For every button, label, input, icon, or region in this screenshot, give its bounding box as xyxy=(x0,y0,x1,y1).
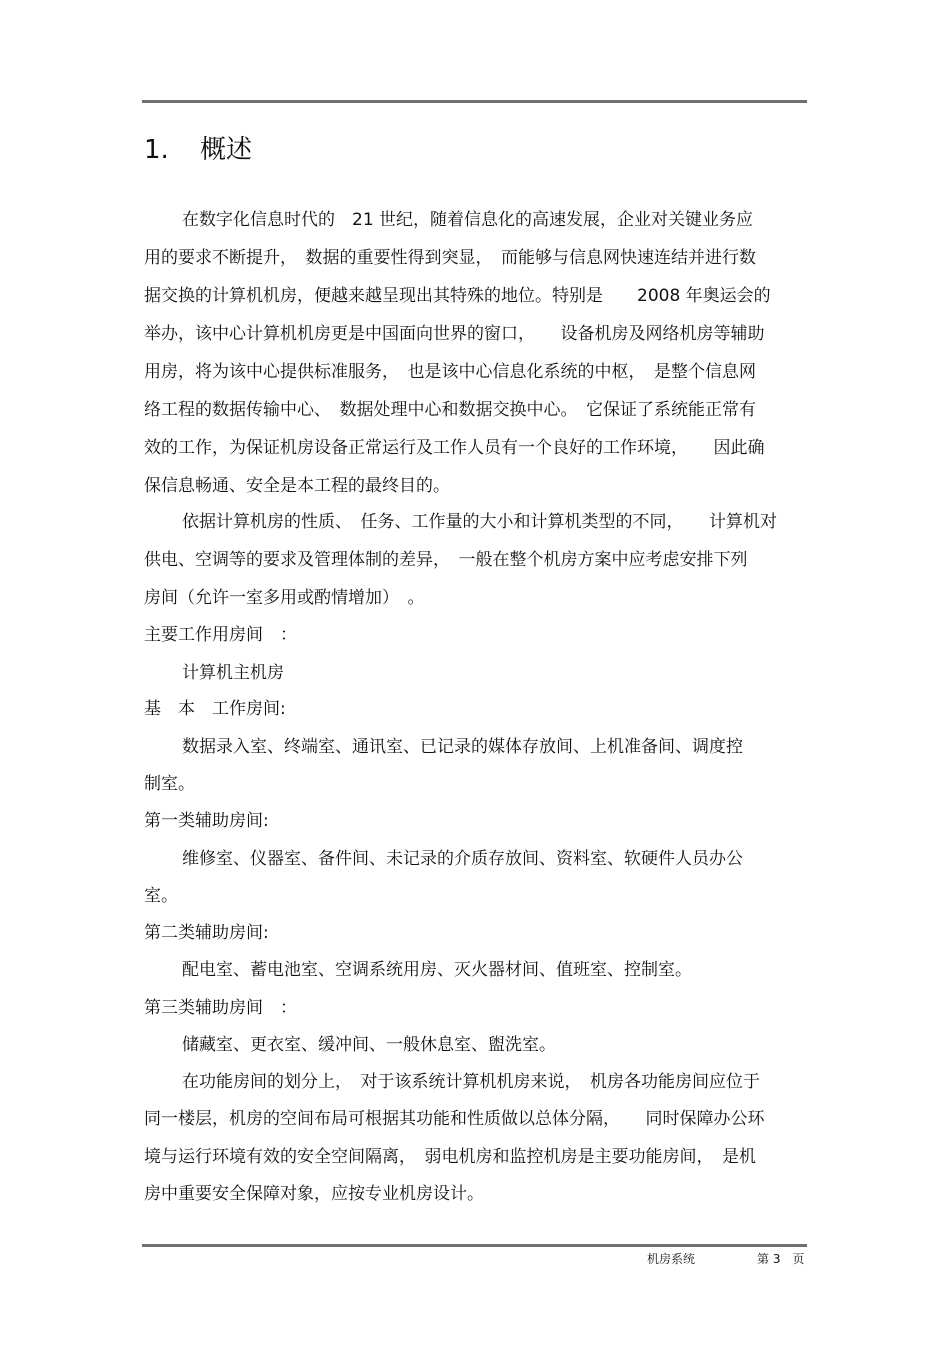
footer-section-name: 机房系统 xyxy=(647,1252,696,1266)
body-line: 供电、空调等的要求及管理体制的差异， 一般在整个机房方案中应考虑安排下列 xyxy=(144,550,748,570)
body-line: 配电室、蓄电池室、空调系统用房、灭火器材间、值班室、控制室。 xyxy=(182,960,692,980)
body-line: 房间（允许一室多用或酌情增加） 。 xyxy=(144,588,425,608)
subheading-line: 第二类辅助房间: xyxy=(144,923,269,943)
subheading-line: 主要工作用房间 ： xyxy=(144,625,297,645)
body-line: 数据录入室、终端室、通讯室、已记录的媒体存放间、上机准备间、调度控 xyxy=(182,737,743,757)
subheading-line: 第一类辅助房间: xyxy=(144,811,269,831)
body-line: 保信息畅通、安全是本工程的最终目的。 xyxy=(144,476,450,496)
body-line: 依据计算机房的性质、 任务、工作量的大小和计算机类型的不同， 计算机对 xyxy=(182,512,777,532)
body-line: 制室。 xyxy=(144,774,195,794)
body-line: 举办，该中心计算机机房更是中国面向世界的窗口， 设备机房及网络机房等辅助 xyxy=(144,324,765,344)
body-line: 房中重要安全保障对象，应按专业机房设计。 xyxy=(144,1184,484,1204)
body-line: 室。 xyxy=(144,886,178,906)
header-rule xyxy=(142,100,807,103)
body-line: 在数字化信息时代的 21 世纪，随着信息化的高速发展，企业对关键业务应 xyxy=(182,210,754,230)
section-heading xyxy=(144,132,252,168)
body-line: 储藏室、更衣室、缓冲间、一般休息室、盥洗室。 xyxy=(182,1035,556,1055)
body-line: 络工程的数据传输中心、 数据处理中心和数据交换中心。 它保证了系统能正常有 xyxy=(144,400,756,420)
section-title: 概述 xyxy=(200,135,253,165)
section-number: 1. xyxy=(144,135,169,165)
page-number: 第 3 页 xyxy=(757,1252,805,1266)
body-line: 据交换的计算机机房，便越来越呈现出其特殊的地位。特别是 2008 年奥运会的 xyxy=(144,286,771,306)
body-line: 在功能房间的划分上， 对于该系统计算机机房来说， 机房各功能房间应位于 xyxy=(182,1072,760,1092)
body-line: 用的要求不断提升， 数据的重要性得到突显， 而能够与信息网快速连结并进行数 xyxy=(144,248,756,268)
body-line: 境与运行环境有效的安全空间隔离， 弱电机房和监控机房是主要功能房间， 是机 xyxy=(144,1147,756,1167)
footer-rule xyxy=(142,1244,807,1247)
body-line: 同一楼层，机房的空间布局可根据其功能和性质做以总体分隔， 同时保障办公环 xyxy=(144,1109,765,1129)
body-line: 效的工作，为保证机房设备正常运行及工作人员有一个良好的工作环境， 因此确 xyxy=(144,438,765,458)
body-line: 用房，将为该中心提供标准服务， 也是该中心信息化系统的中枢， 是整个信息网 xyxy=(144,362,756,382)
body-line: 维修室、仪器室、备件间、未记录的介质存放间、资料室、软硬件人员办公 xyxy=(182,849,743,869)
body-line: 计算机主机房 xyxy=(182,663,284,683)
subheading-line: 第三类辅助房间 ： xyxy=(144,998,297,1018)
subheading-line: 基 本 工作房间: xyxy=(144,699,286,719)
